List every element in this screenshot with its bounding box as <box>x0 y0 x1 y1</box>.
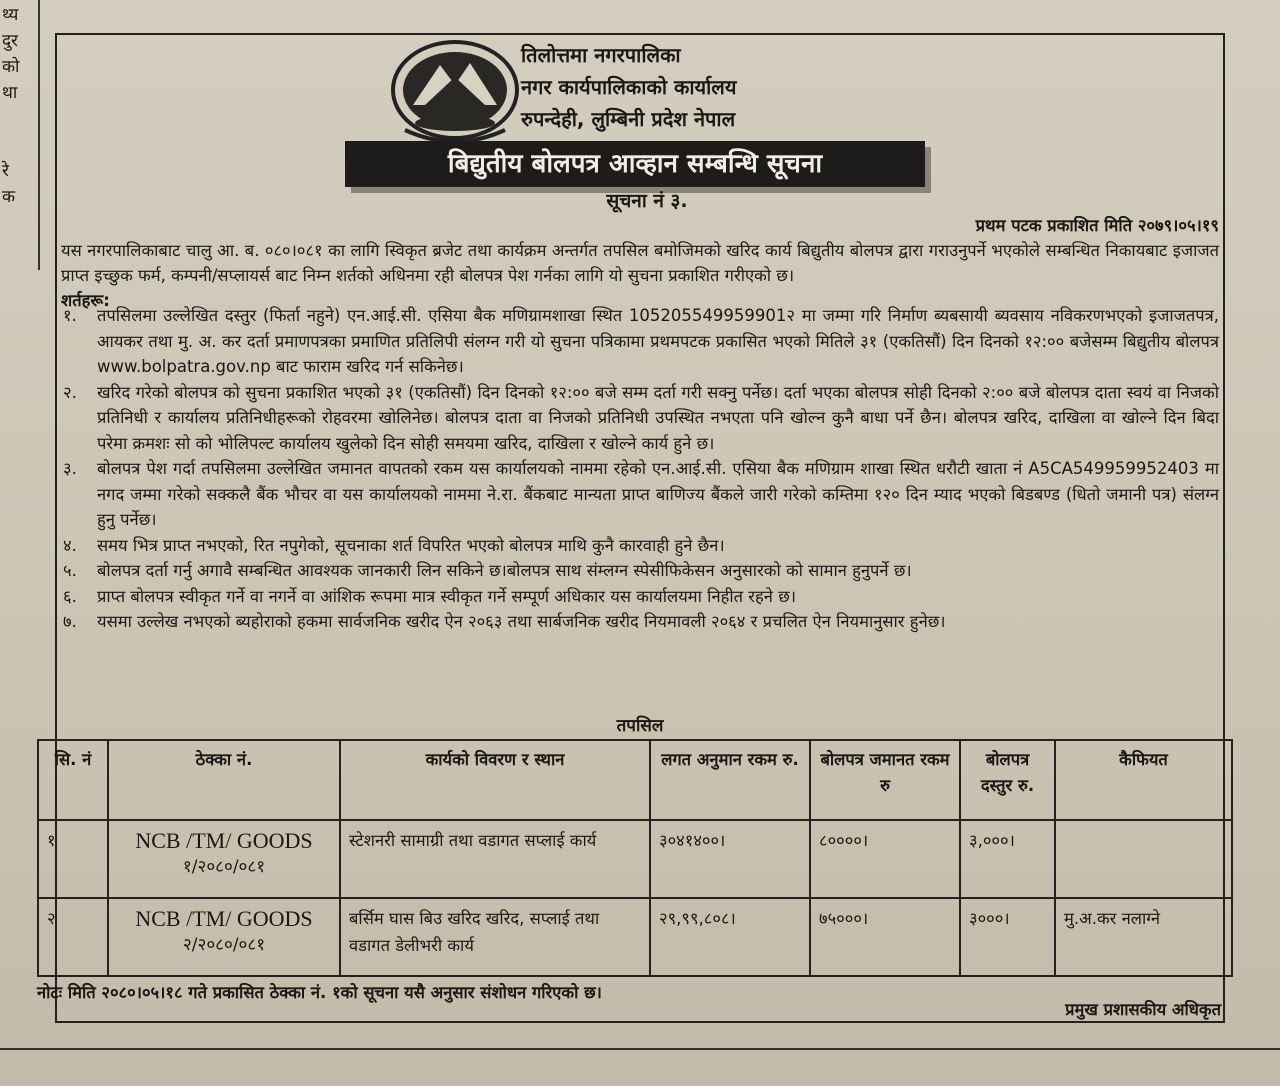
remark-cell: मु.अ.कर नलाग्ने <box>1055 898 1232 976</box>
column-header: लगत अनुमान रकम रु. <box>650 740 810 820</box>
contract-code: NCB /TM/ GOODS <box>135 906 313 931</box>
contract-code: NCB /TM/ GOODS <box>135 828 313 853</box>
term-item <box>63 303 1219 380</box>
terms-list <box>63 303 1219 635</box>
term-number: ५. <box>63 561 77 580</box>
column-header: बोलपत्र दस्तुर रु. <box>960 740 1055 820</box>
contract-number: १/२०८०/०८१ <box>182 857 266 877</box>
published-date: प्रथम पटक प्रकाशित मिति २०७९।०५।१९ <box>975 216 1219 235</box>
column-header: कैफियत <box>1055 740 1232 820</box>
term-text: समय भित्र प्राप्त नभएको, रित नपुगेको, सूचनाका शर्त विपरित भएको बोलपत्र माथि कुनै कारवाही हुने छैन। <box>97 535 725 555</box>
notice-title-banner: बिद्युतीय बोलपत्र आव्हान सम्बन्धि सूचना <box>345 141 925 187</box>
contract-cell <box>108 898 340 976</box>
org-line-2: नगर कार्यपालिकाको कार्यालय <box>521 75 737 99</box>
serial-cell: २ <box>38 898 108 976</box>
fragment-text <box>2 132 38 158</box>
fragment-text: था <box>2 83 18 103</box>
organization-name <box>521 39 841 135</box>
term-text: बोलपत्र पेश गर्दा तपसिलमा उल्लेखित जमानत वापतको रकम यस कार्यालयको नाममा रहेको एन.आई.सी. एसिया बैक मणिग्राम शाखा स्थित धरौटी खाता नं A5CA549959952403 मा नगद जम्मा गरेको सक्कलै बैंक भौचर वा यस कार्यालयको नाममा ने.रा. बैंकबाट मान्यता प्राप्त बाणिज्य बैंकले जारी गरेको कम्तिमा १२० दिन म्याद भएको बिडबण्ड (धितो जमानी पत्र) संलग्न हुनु पर्नेछ। <box>97 459 1219 529</box>
estimate-cell: ३०४१४००। <box>650 820 810 898</box>
term-number: ३. <box>63 459 77 478</box>
column-header: सि. नं <box>38 740 108 820</box>
contract-number: २/२०८०/०८१ <box>182 935 266 955</box>
intro-paragraph <box>61 213 1219 313</box>
terms-label: शर्तहरू: <box>61 291 110 310</box>
org-line-1: तिलोत्तमा नगरपालिका <box>521 43 681 67</box>
description-cell: बर्सिम घास बिउ खरिद खरिद, सप्लाई तथा वडागत डेलीभरी कार्य <box>340 898 650 976</box>
intro-text: यस नगरपालिकाबाट चालु आ. ब. ०८०।०८१ का लागि स्विकृत ब्रजेट तथा कार्यक्रम अन्तर्गत तपसिल बमोजिमको खरिद कार्य बिद्युतीय बोलपत्र द्वारा गराउनुपर्ने भएकोले सम्बन्धित निकायबाट इजाजत प्राप्त इच्छुक फर्म, कम्पनी/सप्लायर्स बाट निम्न शर्तको अधिनमा रही बोलपत्र पेश गर्नका लागि यो सुचना प्रकाशित गरीएको छ। <box>61 241 1219 285</box>
term-item <box>63 609 1219 635</box>
schedule-heading: तपसिल <box>616 716 664 736</box>
term-number: २. <box>63 382 77 402</box>
government-emblem-icon <box>385 35 525 145</box>
column-header: ठेक्का नं. <box>108 740 340 820</box>
table-row <box>38 898 1232 976</box>
notice-header <box>57 35 1223 235</box>
term-text: खरिद गरेको बोलपत्र को सुचना प्रकाशित भएको ३१ (एकतिसौं) दिन दिनको १२:०० बजे सम्म दर्ता गरी सक्नु पर्नेछ। दर्ता भएका बोलपत्र सोही दिनको २:०० बजे बोलपत्र दाता स्वयं वा निजको प्रतिनिधी र कार्यालय प्रतिनिधीहरूको रोहवरमा खोलिनेछ। बोलपत्र दाता वा निजको प्रतिनिधी उपस्थित नभएता पनि खोल्न कुनै बाधा पर्ने छैन। बोलपत्र खरिद, दाखिला वा खोल्ने दिन बिदा परेमा क्रमशः सो को भोलिपल्ट कार्यालय खुलेको दिन सोही समयमा खरिद, दाखिला र खोल्ने कार्य हुने छ। <box>97 382 1219 453</box>
serial-cell: १ <box>38 820 108 898</box>
fee-cell: ३०००। <box>960 898 1055 976</box>
table-row <box>38 820 1232 898</box>
term-number: ६. <box>63 586 77 606</box>
notice-number: सूचना नं ३. <box>606 190 688 212</box>
term-number: ४. <box>63 535 77 555</box>
signatory-title: प्रमुख प्रशासकीय अधिकृत <box>1065 1000 1221 1019</box>
estimate-cell: २९,९९,८०८। <box>650 898 810 976</box>
term-text: प्राप्त बोलपत्र स्वीकृत गर्ने वा नगर्ने वा आंशिक रूपमा मात्र स्वीकृत गर्ने सम्पूर्ण अधिकार यस कार्यालयमा निहीत रहने छ। <box>97 586 797 606</box>
term-number: १. <box>63 306 77 325</box>
page-divider <box>0 1048 1280 1050</box>
org-line-3: रुपन्देही, लुम्बिनी प्रदेश नेपाल <box>521 107 736 131</box>
term-number: ७. <box>63 612 77 631</box>
fee-cell: ३,०००। <box>960 820 1055 898</box>
security-cell: ७५०००। <box>810 898 960 976</box>
contract-cell <box>108 820 340 898</box>
term-item <box>63 380 1219 457</box>
column-header: कार्यको विवरण र स्थान <box>340 740 650 820</box>
column-header: बोलपत्र जमानत रकम रु <box>810 740 960 820</box>
footnote: नोटः मिति २०८०।०५।१८ गते प्रकासित ठेक्का नं. १को सूचना यसै अनुसार संशोधन गरिएको छ। <box>37 983 602 1002</box>
fragment-text: दुर <box>2 31 18 51</box>
term-item <box>63 456 1219 533</box>
fragment-text: थ्य <box>2 5 19 25</box>
tender-notice <box>37 33 1225 1023</box>
adjacent-column-fragment <box>0 0 40 270</box>
description-cell: स्टेशनरी सामाग्री तथा वडागत सप्लाई कार्य <box>340 820 650 898</box>
remark-cell <box>1055 820 1232 898</box>
term-text: बोलपत्र दर्ता गर्नु अगावै सम्बन्धित आवश्यक जानकारी लिन सकिने छ।बोलपत्र साथ संम्लग्न स्पेसीफिकेसन अनुसारको को सामान हुनुपर्ने छ। <box>97 561 912 580</box>
term-item <box>63 584 1219 610</box>
table-header-row <box>38 740 1232 820</box>
term-item <box>63 558 1219 584</box>
term-text: तपसिलमा उल्लेखित दस्तुर (फिर्ता नहुने) एन.आई.सी. एसिया बैक मणिग्रामशाखा स्थित 105205549959901२ मा जम्मा गरि निर्माण ब्यबसायी ब्यवसाय नविकरणभएको इजाजतपत्र, आयकर तथा मु. अ. कर दर्ता प्रमाणपत्रका प्रमाणित प्रतिलिपी संलग्न गरी यो सुचना पत्रिकामा प्रथमपटक प्रकासित भएको मितिले ३१ (एकतिसौं) दिन दिनको १२:०० बजेसम्म बिद्युतीय बोलपत्र www.bolpatra.gov.np बाट फाराम खरिद गर्न सकिनेछ। <box>97 306 1219 376</box>
tender-schedule-table <box>37 739 1233 977</box>
fragment-text: रे <box>2 161 9 181</box>
term-text: यसमा उल्लेख नभएको ब्यहोराको हकमा सार्वजनिक खरीद ऐन २०६३ तथा सार्बजनिक खरीद नियमावली २०६४ र प्रचलित ऐन नियमानुसार हुनेछ। <box>97 612 946 631</box>
fragment-text <box>2 106 38 132</box>
term-item <box>63 533 1219 559</box>
fragment-text: को <box>2 57 20 77</box>
security-cell: ८००००। <box>810 820 960 898</box>
fragment-text: क <box>2 187 16 207</box>
